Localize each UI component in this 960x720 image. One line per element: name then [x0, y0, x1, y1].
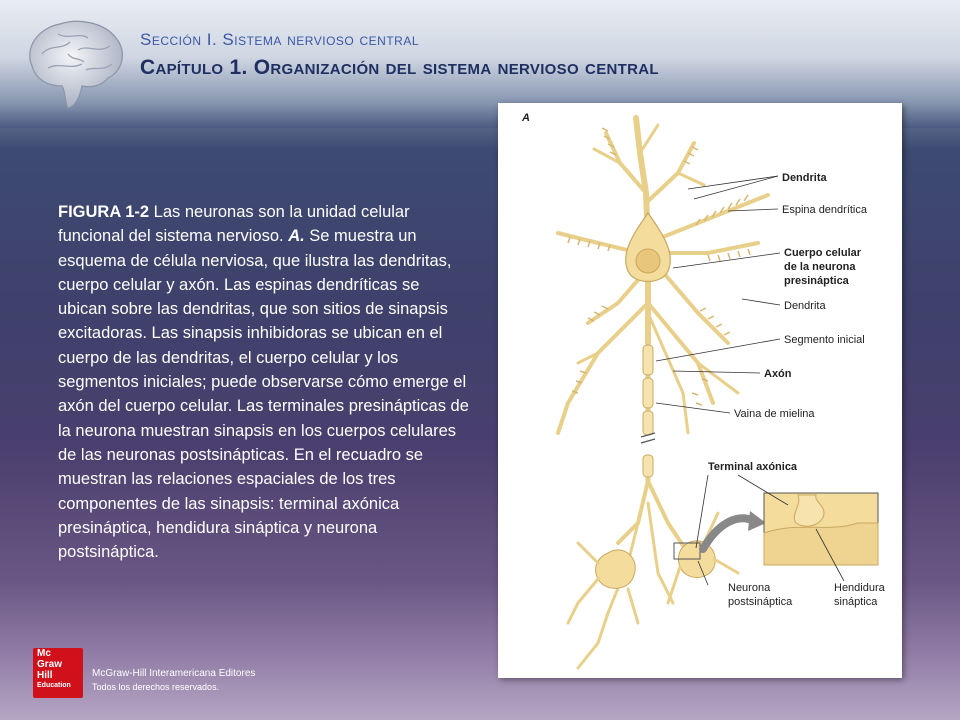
- chapter-title: Capítulo 1. Organización del sistema nervioso central: [140, 56, 659, 79]
- label-espina-dendritica: Espina dendrítica: [782, 204, 867, 216]
- caption-panel-ref: A.: [288, 227, 305, 246]
- label-terminal-axonica: Terminal axónica: [708, 461, 798, 473]
- caption-intro: Las neuronas son la unidad celular funcional del sistema nervioso.: [58, 203, 410, 246]
- brain-icon: [18, 14, 130, 110]
- section-title: Sección I. Sistema nervioso central: [140, 30, 419, 49]
- label-dendrita-2: Dendrita: [784, 300, 826, 312]
- figure-caption: [58, 200, 470, 564]
- label-neurona-postsinaptica-2: postsináptica: [728, 596, 793, 608]
- label-dendrita: Dendrita: [782, 172, 827, 184]
- mcgraw-hill-logo: [33, 648, 83, 698]
- logo-line-2: Graw: [37, 659, 63, 670]
- label-hendidura-sinaptica-2: sináptica: [834, 596, 878, 608]
- neuron-figure: [498, 103, 902, 678]
- label-cuerpo-celular-2: de la neurona: [784, 261, 856, 273]
- label-cuerpo-celular: Cuerpo celular: [784, 247, 862, 259]
- label-cuerpo-celular-3: presináptica: [784, 275, 849, 287]
- logo-line-3: Hill: [37, 670, 53, 681]
- panel-letter: A: [522, 112, 530, 124]
- logo-line-1: Mc: [37, 648, 51, 659]
- label-neurona-postsinaptica: Neurona: [728, 582, 771, 594]
- neuron-illustration: [498, 103, 902, 678]
- label-hendidura-sinaptica: Hendidura: [834, 582, 885, 594]
- caption-body: Se muestra un esquema de célula nerviosa, que ilustra las dendritas, cuerpo celular y axón. Las espinas dendríticas se ubican sobre las dendritas, que son sitios de sinapsis excitadoras. Las sinapsis inhibidoras se ubican en el cuerpo de las dendritas, el cuerpo celular y los segmentos iniciales; puede observarse cómo emerge el axón del cuerpo celular. Las terminales presinápticas de la neurona muestran sinapsis en los cuerpos celulares de las neuronas postsinápticas. En el recuadro se muestran las relaciones espaciales de los tres componentes de las sinapsis: terminal axónica presináptica, hendidura sináptica y neurona postsináptica.: [58, 227, 469, 562]
- label-axon: Axón: [764, 368, 792, 380]
- figure-id: FIGURA 1-2: [58, 203, 150, 221]
- label-segmento-inicial: Segmento inicial: [784, 334, 865, 346]
- footer-rights: Todos los derechos reservados.: [92, 682, 220, 692]
- footer-publisher: McGraw-Hill Interamericana Editores: [92, 668, 256, 679]
- logo-line-4: Education: [37, 682, 71, 689]
- label-vaina-mielina: Vaina de mielina: [734, 408, 815, 420]
